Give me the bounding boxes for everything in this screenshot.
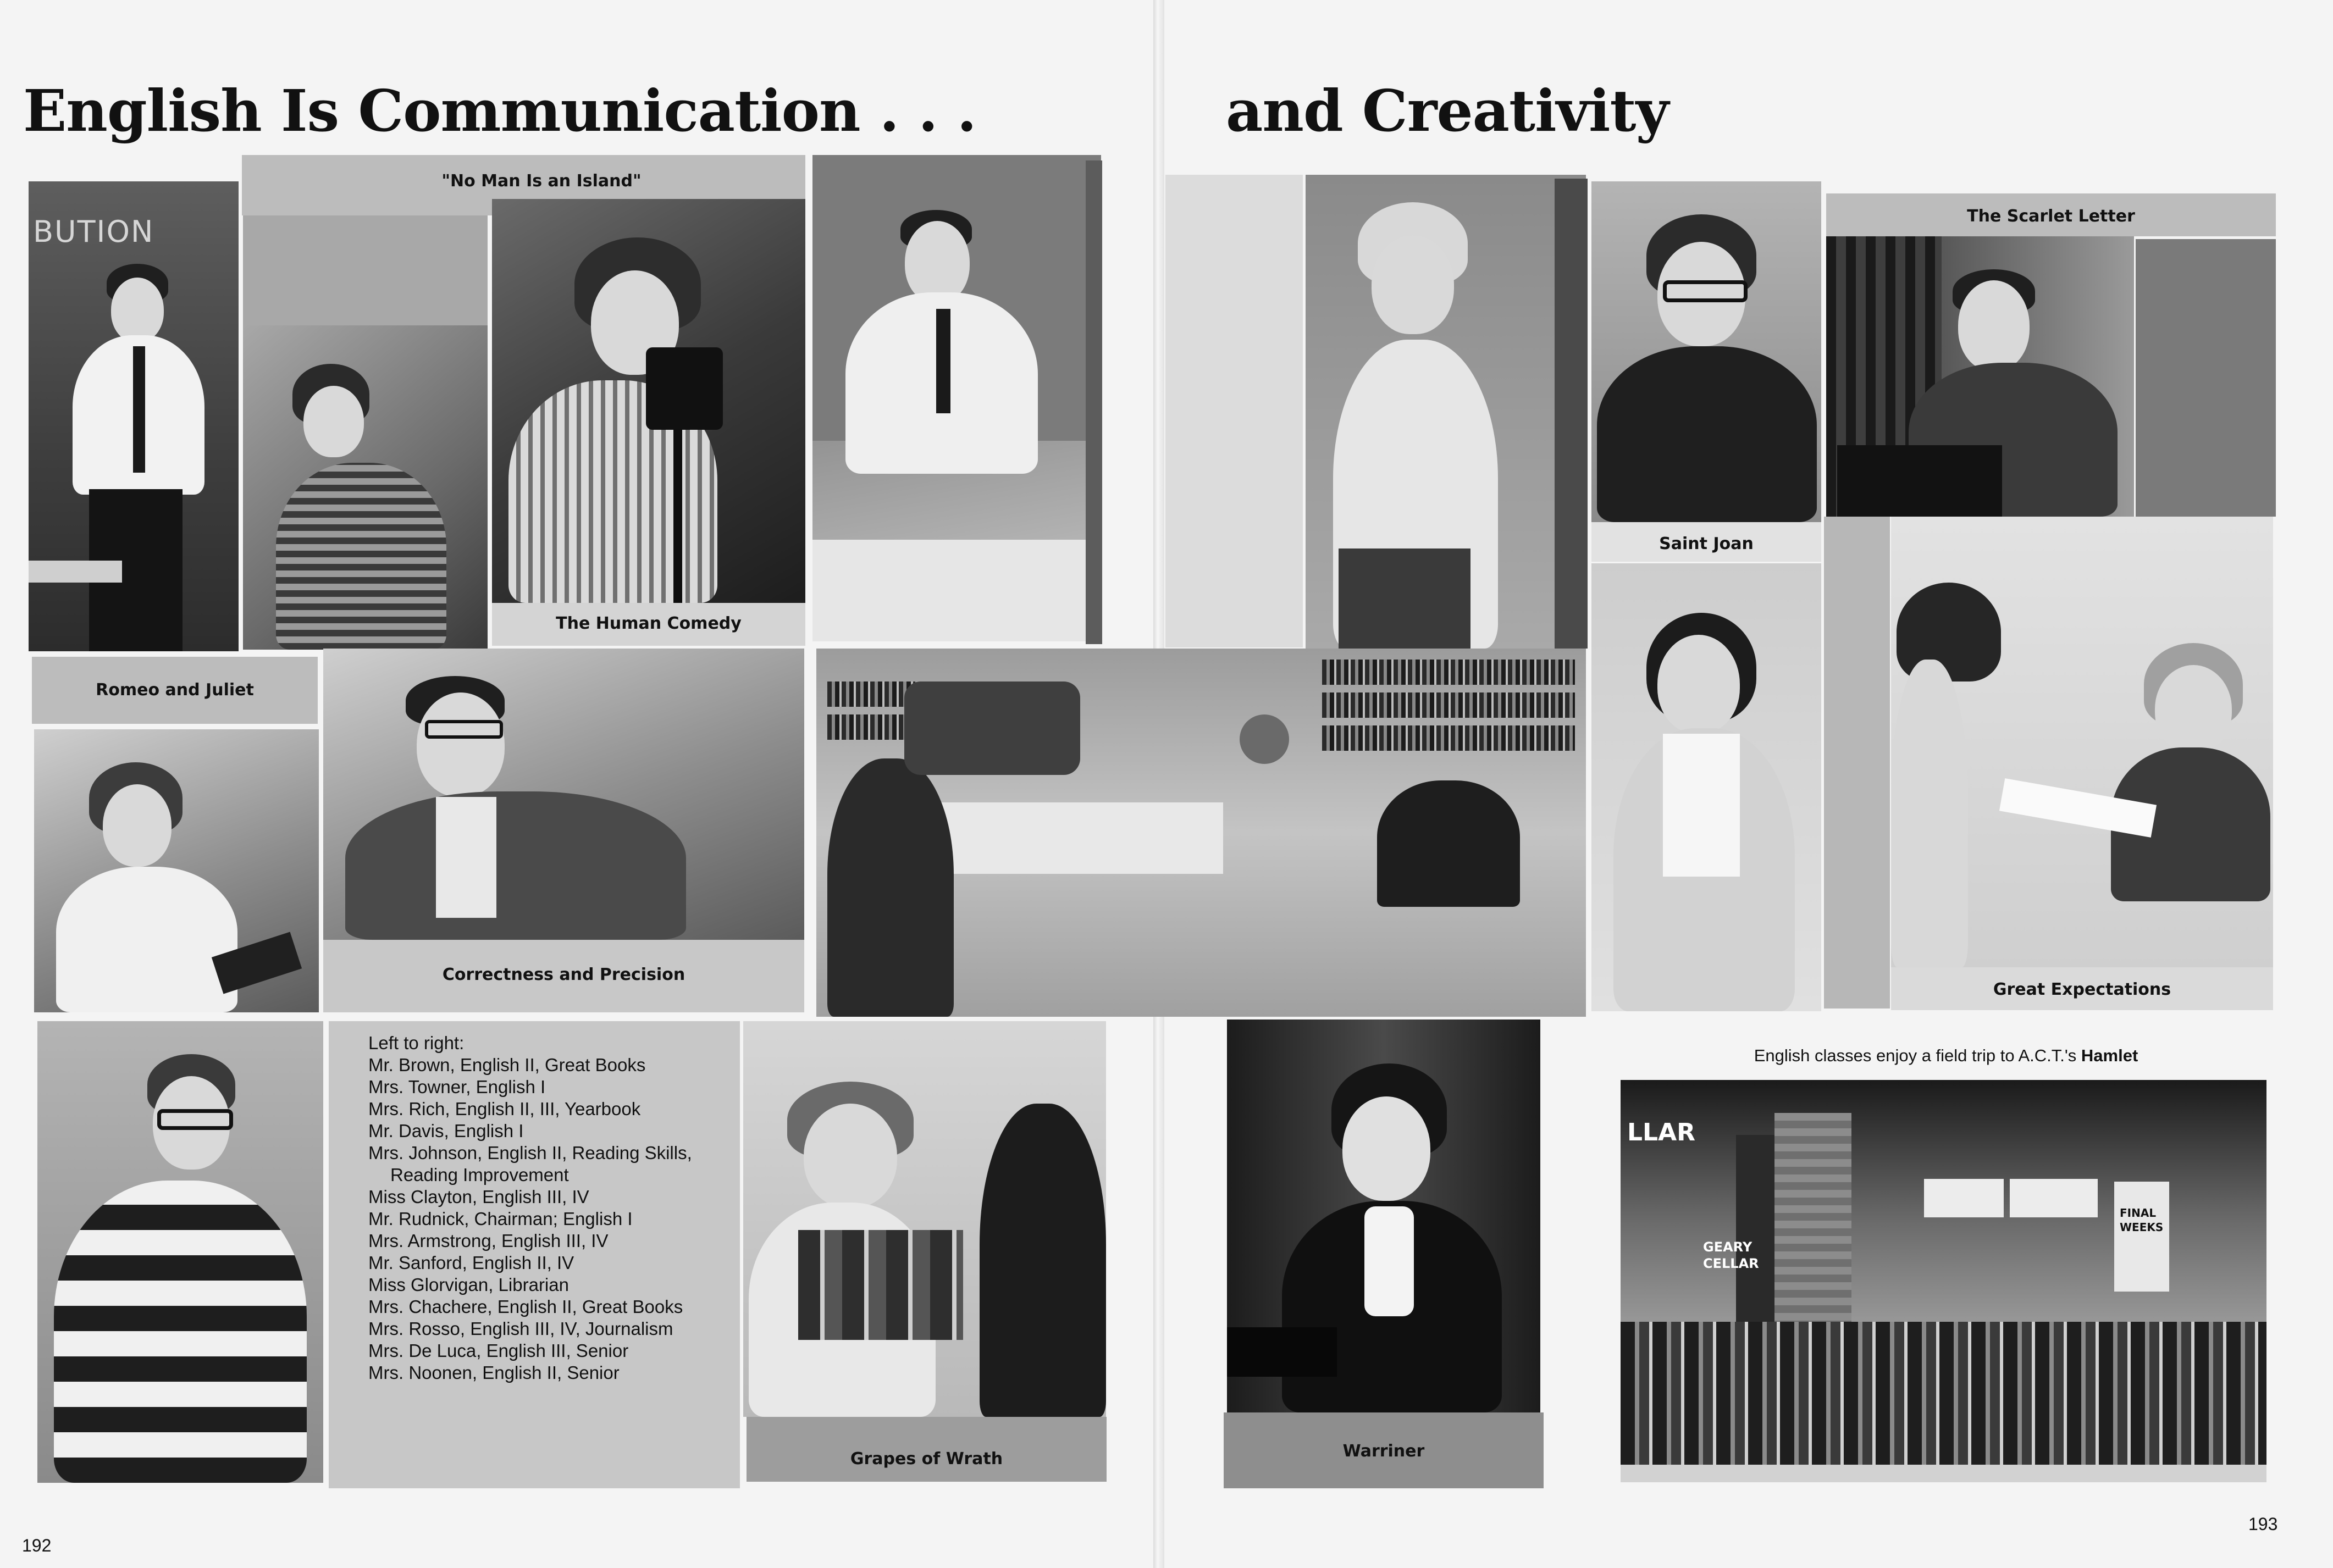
bookshelf-right-3 <box>1322 725 1575 751</box>
theatre-brick-facade <box>1774 1113 1851 1344</box>
theatre-poster-1 <box>1924 1179 2004 1217</box>
standing-woman-head <box>1657 635 1740 734</box>
gesturing-man-jacket <box>345 791 686 940</box>
photo-woman-standing <box>1591 563 1821 1011</box>
staff-list-line: Mrs. Rosso, English III, IV, Journalism <box>368 1318 673 1339</box>
caption-no-man: "No Man Is an Island" <box>441 171 642 191</box>
theatre-crowd <box>1621 1322 2266 1482</box>
right-page-heading: and Creativity <box>1226 77 1668 145</box>
theatre-final-weeks-poster <box>2114 1182 2169 1292</box>
staff-list-line: Mrs. Towner, English I <box>368 1077 546 1097</box>
staff-list-line: Mrs. Chachere, English II, Great Books <box>368 1296 683 1317</box>
bow-woman-head <box>1342 1096 1430 1201</box>
lectern <box>1837 445 2002 517</box>
bookshelf-left <box>827 682 915 707</box>
theatre-sign-final: FINAL <box>2120 1206 2157 1220</box>
left-page-number: 192 <box>22 1536 52 1555</box>
photo-woman-with-book <box>34 729 319 1012</box>
book-woman-head <box>103 784 172 867</box>
photo-teacher-blackboard <box>29 181 239 651</box>
photo-man-at-lectern <box>1826 236 2134 517</box>
gesturing-man-glasses <box>425 720 503 739</box>
bow-woman-bow <box>1364 1206 1414 1316</box>
staff-list-line: Mr. Davis, English I <box>368 1121 524 1141</box>
woman-head <box>303 386 364 457</box>
theatre-poster-2 <box>2010 1179 2098 1217</box>
theatre-sign-llar: LLAR <box>1627 1118 1696 1146</box>
student-reading-left <box>827 758 954 1017</box>
teacher-head <box>111 278 164 342</box>
books-woman-head <box>804 1104 897 1208</box>
staff-list-line: Mrs. Rich, English II, III, Yearbook <box>368 1099 641 1119</box>
photo-man-at-chalkboard <box>812 155 1101 641</box>
dark-panel-scarlet <box>2136 239 2276 517</box>
staff-list-line: Mr. Rudnick, Chairman; English I <box>368 1209 633 1229</box>
stack-of-books <box>798 1230 963 1340</box>
photo-teacher-and-student <box>1891 517 2273 967</box>
caption-grapes-of-wrath: Grapes of Wrath <box>850 1449 1003 1469</box>
student-standing <box>1891 660 1968 967</box>
man-head <box>905 221 970 303</box>
caption-correctness: Correctness and Precision <box>442 965 685 984</box>
staff-list-line: Mrs. Noonen, English II, Senior <box>368 1362 620 1383</box>
caption-scarlet-letter: The Scarlet Letter <box>1967 207 2135 226</box>
grey-block-small <box>243 215 488 325</box>
caption-warriner: Warriner <box>1342 1442 1425 1461</box>
film-camera <box>646 347 723 430</box>
bookshelf-right-2 <box>1322 692 1575 718</box>
staff-list-line: Miss Clayton, English III, IV <box>368 1187 589 1207</box>
teacher-tie <box>133 346 145 473</box>
classroom-desk <box>29 561 122 583</box>
library-tables <box>937 802 1223 874</box>
staff-list-line: Mr. Brown, English II, Great Books <box>368 1055 646 1075</box>
gesturing-man-head <box>417 692 505 797</box>
photo-library <box>816 649 1586 1017</box>
photo-woman-with-books <box>743 1021 1106 1417</box>
woman-sweater <box>276 463 446 650</box>
standing-woman-blouse <box>1663 734 1740 877</box>
student-long-hair <box>1897 583 2001 682</box>
camera-tripod <box>673 430 682 603</box>
staff-list-line: Mr. Sanford, English II, IV <box>368 1253 574 1273</box>
globe <box>1240 714 1289 764</box>
desk-surface <box>812 540 1101 641</box>
photo-woman-with-bow <box>1227 1020 1540 1412</box>
staff-list-line: Left to right: <box>368 1033 465 1053</box>
right-page-number: 193 <box>2248 1514 2278 1534</box>
caption-field-trip-text: English classes enjoy a field trip to A.C.T.'s <box>1754 1046 2081 1065</box>
caption-field-trip-play: Hamlet <box>2081 1046 2138 1065</box>
photo-woman-with-camera <box>492 199 805 603</box>
caption-great-expectations: Great Expectations <box>1993 980 2171 999</box>
staff-list <box>368 1032 726 1384</box>
lectern-man-head <box>1958 280 2030 371</box>
glasses-woman-glasses <box>1663 280 1748 302</box>
caption-field-trip <box>1622 1046 2270 1066</box>
photo-theatre-crowd <box>1621 1080 2266 1482</box>
staff-list-line: Mrs. Armstrong, English III, IV <box>368 1231 609 1251</box>
theatre-sign-weeks: WEEKS <box>2120 1221 2164 1234</box>
student-group <box>904 682 1080 775</box>
photo-woman-with-necklace <box>1306 175 1586 649</box>
blackboard-text: BUTION <box>33 214 154 249</box>
striped-woman-glasses <box>157 1109 233 1130</box>
staff-list-line: Mrs. Johnson, English II, Reading Skills, <box>368 1143 692 1163</box>
bookshelf-right <box>1322 660 1575 685</box>
dark-strip-right <box>1555 179 1588 649</box>
necklace-woman-skirt <box>1339 548 1470 649</box>
student-reading-right <box>1377 780 1520 907</box>
bookshelf-left-2 <box>827 714 915 740</box>
grey-strip-right <box>1824 517 1890 1009</box>
photo-man-gesturing <box>323 649 804 940</box>
photo-woman-with-glasses <box>1591 181 1821 522</box>
teacher-blonde-head <box>2155 665 2232 753</box>
caption-human-comedy: The Human Comedy <box>556 614 742 633</box>
necklace-woman-head <box>1372 235 1454 334</box>
student-dark-hair <box>980 1104 1106 1417</box>
gesturing-man-shirt <box>436 797 496 918</box>
theatre-sidewalk <box>1621 1465 2266 1482</box>
caption-romeo-juliet: Romeo and Juliet <box>96 680 254 700</box>
staff-list-line: Reading Improvement <box>390 1165 569 1185</box>
striped-woman-top <box>54 1181 307 1483</box>
bow-woman-book <box>1227 1327 1337 1377</box>
left-page-heading: English Is Communication . . . <box>23 77 976 145</box>
photo-woman-striped-sweater <box>243 325 488 650</box>
man-tie <box>936 309 950 413</box>
dark-strip <box>1086 160 1102 644</box>
grey-block-right-1 <box>1165 175 1303 647</box>
theatre-sign-geary: GEARY <box>1703 1239 1752 1255</box>
glasses-woman-dress <box>1597 346 1817 522</box>
caption-saint-joan: Saint Joan <box>1659 534 1754 553</box>
staff-list-line: Mrs. De Luca, English III, Senior <box>368 1340 629 1361</box>
photo-woman-striped-top <box>37 1021 323 1483</box>
staff-list-line: Miss Glorvigan, Librarian <box>368 1275 569 1295</box>
theatre-sign-cellar: CELLAR <box>1703 1256 1759 1271</box>
book-woman-sweater <box>56 867 237 1012</box>
